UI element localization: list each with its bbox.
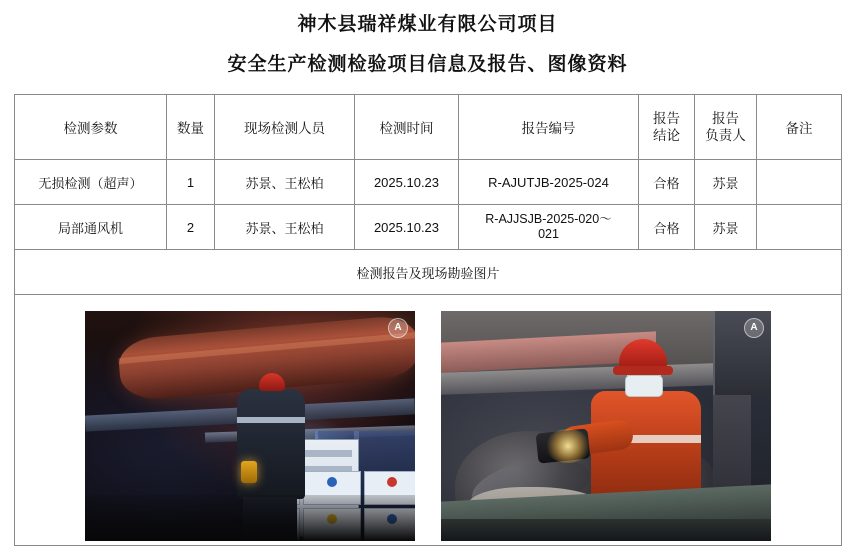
images-cell: [15, 295, 842, 546]
page-subtitle: 安全生产检测检验项目信息及报告、图像资料: [227, 54, 628, 75]
photo1-worker-lamp: [241, 461, 257, 483]
header-quantity: 数量: [167, 95, 215, 160]
table-row: [15, 160, 842, 205]
watermark-icon: A: [744, 318, 764, 338]
report-table: [14, 94, 842, 546]
table-header-row: [15, 95, 842, 160]
table-header: [15, 95, 842, 160]
site-photo-conveyor: [85, 311, 415, 541]
header-conclusion: [639, 95, 695, 160]
cell-parameter: 局部通风机: [15, 205, 167, 250]
header-report-no: 报告编号: [459, 95, 639, 160]
cell-time: 2025.10.23: [355, 160, 459, 205]
header-owner-line1: 报告: [712, 111, 739, 126]
cell-report-no: R-AJUTJB-2025-024: [459, 160, 639, 205]
cell-report-no-line2: 021: [538, 227, 559, 241]
header-staff: 现场检测人员: [215, 95, 355, 160]
watermark-icon: A: [388, 318, 408, 338]
header-conclusion-line1: 报告: [653, 111, 680, 126]
cell-report-no: [459, 205, 639, 250]
table-body: [15, 160, 842, 546]
cell-conclusion: 合格: [639, 205, 695, 250]
table-section-row: [15, 250, 842, 295]
cell-quantity: 1: [167, 160, 215, 205]
cell-owner: 苏景: [695, 205, 757, 250]
photo2-lamp-glow: [545, 429, 591, 463]
page-title: 神木县瑞祥煤业有限公司项目: [297, 14, 558, 35]
header-time: 检测时间: [355, 95, 459, 160]
header-remark: 备注: [757, 95, 842, 160]
cell-quantity: 2: [167, 205, 215, 250]
cell-report-no-line1: R-AJJSJB-2025-020～: [485, 212, 612, 226]
header-owner-line2: 负责人: [705, 128, 746, 143]
table-images-row: [15, 295, 842, 546]
photo2-worker-mask: [625, 375, 663, 397]
cell-remark: [757, 205, 842, 250]
section-title: 检测报告及现场勘验图片: [15, 250, 842, 295]
header-owner: [695, 95, 757, 160]
cell-conclusion: 合格: [639, 160, 695, 205]
cell-time: 2025.10.23: [355, 205, 459, 250]
cell-staff: 苏景、王松柏: [215, 205, 355, 250]
site-photo-fan-inspection: [441, 311, 771, 541]
header-conclusion-line2: 结论: [653, 128, 680, 143]
table-row: [15, 205, 842, 250]
cell-owner: 苏景: [695, 160, 757, 205]
photo1-worker-reflective-stripe: [237, 417, 305, 423]
photo1-floor: [85, 495, 415, 541]
header-parameter: 检测参数: [15, 95, 167, 160]
document-title-block: [0, 0, 855, 80]
cell-parameter: 无损检测（超声）: [15, 160, 167, 205]
image-gallery: [17, 299, 839, 541]
cell-staff: 苏景、王松柏: [215, 160, 355, 205]
cell-remark: [757, 160, 842, 205]
report-table-wrapper: [14, 94, 841, 546]
photo2-foreground-shadow: [441, 519, 771, 541]
